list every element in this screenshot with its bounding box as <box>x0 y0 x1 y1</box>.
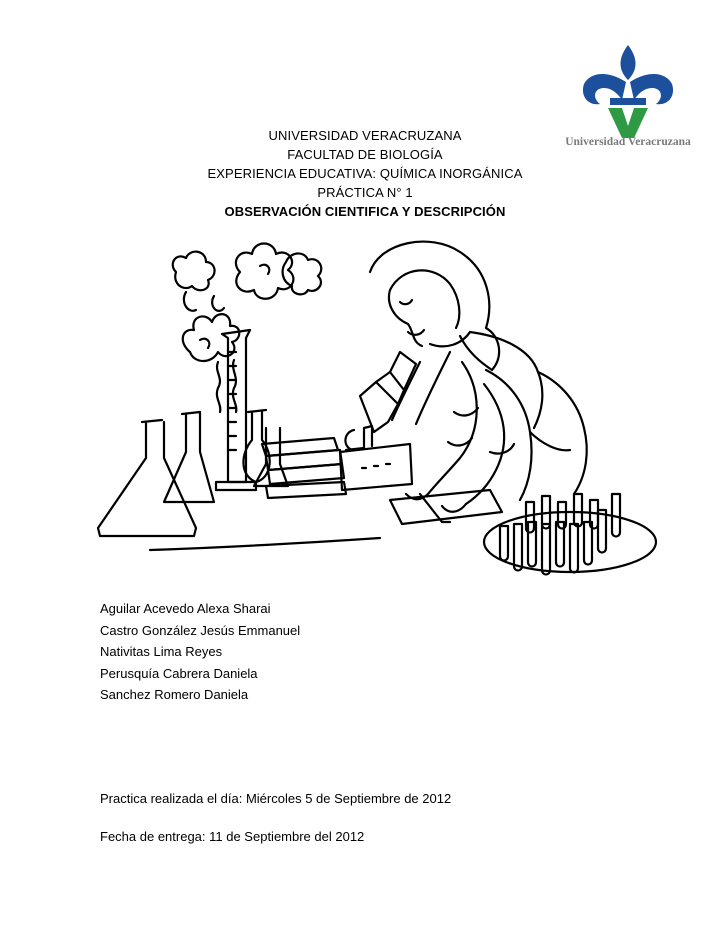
authors-list <box>100 598 300 706</box>
practice-title: OBSERVACIÓN CIENTIFICA Y DESCRIPCIÓN <box>224 204 506 219</box>
author-name: Aguilar Acevedo Alexa Sharai <box>100 601 271 616</box>
faculty-name: FACULTAD DE BIOLOGÍA <box>287 147 443 162</box>
course-name: EXPERIENCIA EDUCATIVA: QUÍMICA INORGÁNICA <box>207 166 523 181</box>
university-name: UNIVERSIDAD VERACRUZANA <box>268 128 462 143</box>
practice-date: Practica realizada el día: Miércoles 5 de Septiembre de 2012 <box>100 791 452 806</box>
author-name: Nativitas Lima Reyes <box>100 644 223 659</box>
author-name: Perusquía Cabrera Daniela <box>100 665 258 681</box>
logo-caption: Universidad Veracruzana <box>565 136 691 148</box>
author-name: Castro González Jesús Emmanuel <box>100 622 301 638</box>
document-header <box>150 126 580 221</box>
lab-illustration <box>90 232 660 602</box>
practice-number: PRÁCTICA N° 1 <box>317 185 413 200</box>
delivery-date: Fecha de entrega: 11 de Septiembre del 2012 <box>100 829 365 844</box>
scientist-lab-illustration-icon <box>90 232 660 602</box>
author-name: Sanchez Romero Daniela <box>100 687 249 702</box>
